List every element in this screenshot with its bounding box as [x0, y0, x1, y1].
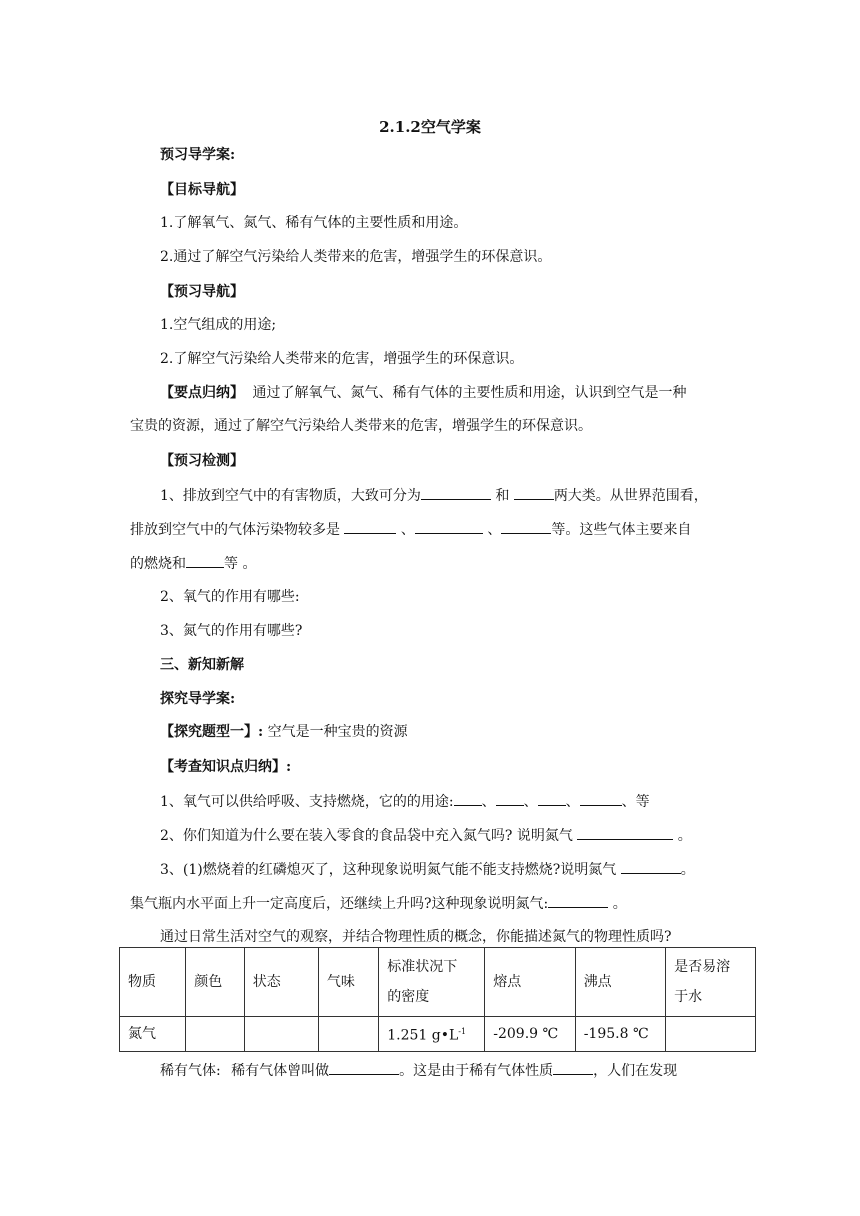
- answer-blank[interactable]: [577, 825, 673, 840]
- check-q1-text-b: 和: [495, 488, 510, 504]
- section-3-heading: 三、新知新解: [160, 657, 244, 673]
- knowledge-q4: 通过日常生活对空气的观察，并结合物理性质的概念，你能描述氮气的物理性质吗?: [160, 929, 672, 945]
- check-q1-text-e: 、: [400, 522, 415, 538]
- separator: 、: [481, 794, 496, 810]
- separator: 、: [523, 794, 538, 810]
- check-q1-line-1: [160, 485, 760, 506]
- answer-blank[interactable]: [415, 519, 483, 534]
- rare-gas-text-b: 稀有气体曾叫做: [231, 1063, 330, 1079]
- page-title: 2.1.2空气学案: [379, 118, 481, 136]
- knowledge-q1: [160, 791, 760, 812]
- check-q1-text-h: 的燃烧和: [130, 556, 186, 572]
- answer-blank[interactable]: [496, 791, 524, 806]
- key-points-text-1: 通过了解氧气、氮气、稀有气体的主要性质和用途，认识到空气是一种: [252, 385, 687, 401]
- goal-item-1: 1.了解氧气、氮气、稀有气体的主要性质和用途。: [160, 215, 468, 231]
- check-q2: 2、氧气的作用有哪些:: [160, 589, 300, 605]
- answer-blank[interactable]: [553, 1060, 593, 1075]
- check-q1-text-a: 1、排放到空气中的有害物质，大致可分为: [160, 488, 421, 504]
- answer-blank[interactable]: [344, 519, 396, 534]
- header-cell: 物质: [120, 948, 186, 1017]
- header-cell: 熔点: [485, 948, 575, 1017]
- table-cell: [318, 1017, 378, 1052]
- answer-blank[interactable]: [538, 791, 566, 806]
- nitrogen-properties-table: [119, 947, 756, 1052]
- table-cell-density: [379, 1017, 485, 1052]
- rare-gas-text-c: 。这是由于稀有气体性质: [399, 1063, 554, 1079]
- topic1-heading: 【探究题型一】:: [160, 724, 264, 740]
- rare-gas-text-d: ，人们在发现: [593, 1063, 678, 1079]
- header-cell: 颜色: [186, 948, 244, 1017]
- check-q1-line-2: [130, 519, 730, 540]
- knowledge-q2-text: 2、你们知道为什么要在装入零食的食品袋中充入氮气吗? 说明氮气: [160, 828, 573, 844]
- answer-blank[interactable]: [329, 1060, 399, 1075]
- knowledge-q3: [160, 859, 760, 880]
- answer-blank[interactable]: [548, 893, 608, 908]
- check-q1-line-3: [130, 553, 730, 574]
- knowledge-q1-text: 1、氧气可以供给呼吸、支持燃烧，它的的用途:: [160, 794, 454, 810]
- knowledge-q3-b-text: 集气瓶内水平面上升一定高度后，还继续上升吗?这种现象说明氮气:: [130, 896, 549, 912]
- density-value: 1.251 g•L: [387, 1027, 459, 1044]
- knowledge-heading: 【考查知识点归纳】:: [160, 759, 292, 775]
- key-points-line-1: [160, 383, 760, 403]
- knowledge-q3-b: [130, 893, 730, 914]
- knowledge-q3-end: 。: [680, 862, 695, 878]
- table-row: [120, 1017, 756, 1052]
- check-q1-text-d: 排放到空气中的气体污染物较多是: [130, 522, 340, 538]
- knowledge-q2: [160, 825, 760, 846]
- topic1-text: 空气是一种宝贵的资源: [267, 724, 408, 740]
- answer-blank[interactable]: [514, 485, 554, 500]
- rare-gas-label: 稀有气体:: [160, 1063, 221, 1079]
- preview-label: 预习导学案:: [160, 147, 236, 163]
- header-cell: [379, 948, 485, 1017]
- table-cell: [186, 1017, 244, 1052]
- header-cell: [666, 948, 756, 1017]
- density-exponent: -1: [458, 1027, 467, 1037]
- answer-blank[interactable]: [501, 519, 551, 534]
- header-density-line-1: 标准状况下: [387, 959, 458, 975]
- separator: 、: [621, 794, 636, 810]
- table-cell: [244, 1017, 318, 1052]
- header-cell: 沸点: [575, 948, 665, 1017]
- key-points-heading: 【要点归纳】: [160, 385, 244, 401]
- answer-blank[interactable]: [186, 553, 224, 568]
- answer-blank[interactable]: [454, 791, 482, 806]
- check-q1-text-g: 等。这些气体主要来自: [551, 522, 692, 538]
- table-cell: -209.9 ℃: [485, 1017, 575, 1052]
- knowledge-q3-b-end: 。: [612, 896, 627, 912]
- check-q1-text-f: 、: [487, 522, 502, 538]
- explore-label: 探究导学案:: [160, 691, 236, 707]
- answer-blank[interactable]: [580, 791, 622, 806]
- preview-nav-item-2: 2.了解空气污染给人类带来的危害，增强学生的环保意识。: [160, 351, 524, 367]
- preview-nav-item-1: 1.空气组成的用途;: [160, 317, 277, 333]
- header-cell: 气味: [318, 948, 378, 1017]
- check-q1-text-i: 等 。: [224, 556, 257, 572]
- goal-item-2: 2.通过了解空气污染给人类带来的危害，增强学生的环保意识。: [160, 249, 552, 265]
- header-cell: 状态: [244, 948, 318, 1017]
- goal-heading: 【目标导航】: [160, 182, 244, 198]
- table-header-row: [120, 948, 756, 1017]
- check-heading: 【预习检测】: [160, 453, 244, 469]
- knowledge-q3-text: 3、(1)燃烧着的红磷熄灭了，这种现象说明氮气能不能支持燃烧?说明氮气: [160, 862, 617, 878]
- header-soluble-line-1: 是否易溶: [674, 959, 731, 975]
- table-cell: -195.8 ℃: [575, 1017, 665, 1052]
- key-points-text-2: 宝贵的资源，通过了解空气污染给人类带来的危害，增强学生的环保意识。: [130, 418, 592, 434]
- knowledge-q1-end: 等: [635, 794, 650, 810]
- check-q3: 3、氮气的作用有哪些?: [160, 623, 303, 639]
- preview-nav-heading: 【预习导航】: [160, 284, 244, 300]
- knowledge-q2-end: 。: [677, 828, 692, 844]
- header-density-line-2: 的密度: [387, 989, 430, 1005]
- answer-blank[interactable]: [421, 485, 491, 500]
- header-soluble-line-2: 于水: [674, 989, 703, 1005]
- separator: 、: [565, 794, 580, 810]
- table-cell: [666, 1017, 756, 1052]
- check-q1-text-c: 两大类。从世界范围看，: [553, 488, 708, 504]
- topic1-line: [160, 722, 760, 742]
- table-cell: 氮气: [120, 1017, 186, 1052]
- rare-gas-line: [160, 1060, 760, 1081]
- answer-blank[interactable]: [621, 859, 681, 874]
